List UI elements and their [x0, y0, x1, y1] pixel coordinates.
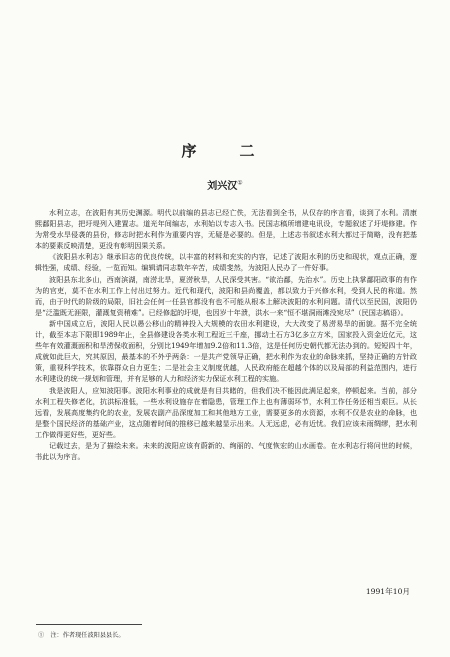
footnote-marker: ①: [237, 179, 243, 187]
paragraph: 我是波阳人，应知波阳事。波阳水利事业的成就是有目共睹的，但我们决不能因此满足起来，停顿起来。当前，部分水利工程失修老化，抗洪标准低，一些水利设施存在着隐患，管理工作上也有薄弱环节，水利工作任务还相当艰巨。从长远看，发展高度集约化的农业，发展农副产品深度加工和其他地方工业，需要更多的水资源，水利不仅是农业的命脉，也是整个国民经济的基础产业，这点随着时间的推移已越来越显示出来。人无远虑，必有近忧。我们应该未雨绸缪，把水利工作做得更好些，更好些。: [35, 385, 417, 439]
page-title: 序 二: [181, 142, 269, 160]
paragraph: 《波阳县水利志》继承旧志的优良传统，以丰富的材料和充实的内容，记述了波阳水利的历史和现状，观点正确，逻辑性强，成绩、经验，一览而知。编辑请同志数年辛苦，成绩斐然，为波阳人民办了一件好事。: [35, 252, 417, 273]
body-text: [35, 207, 417, 462]
footnote-divider: [36, 624, 142, 625]
author-name: 刘兴汉: [207, 181, 238, 192]
author-line: [0, 177, 450, 192]
footnote: ① 注：作者现任波阳县县长。: [38, 632, 125, 639]
date-line: 1991年10月: [365, 587, 410, 596]
paragraph: 水利立志，在波阳有其历史渊源。明代以前编的县志已经亡佚，无法看到全书，从仅存的序言看，谈到了水利。清康熙鄱阳县志，把圩堤列入建置志。道光年间编志，水利始以专志入书。民国志稿所增建电讯设，专题叙述了圩堤修建。作为常受水旱侵袭的县份，修志时把水利作为重要内容，无疑是必要的。但是，上述志书叙述水利大都过于简略，没有把基本的要素反映清楚，更没有彰明因果关系。: [35, 208, 417, 251]
paragraph: 新中国成立后，波阳人民以愚公移山的精神投入大规模的农田水利建设，大大改变了易涝易旱的面貌。据不完全统计，截至本志下限即1989年止，全县修建设各类水利工程近三千座，挪动土石方3亿多立方米，国家投入资金近亿元，这些年有效灌溉面积和旱涝保收面积，分别比1949年增加9.2倍和11.3倍，这是任何历史朝代都无法办到的。短短四十年，成就如此巨大，究其原因，最基本的不外乎两条：一是共产党领导正确，把水利作为农业的命脉来抓，坚持正确的方针政策，重视科学技术，依靠群众自力更生；二是社会主义制度优越，人民政府能在超越个体的以及局部的利益范围内，进行水利建设的统一规划和管理，并有足够的人力和经济实力保证水利工程的实施。: [35, 318, 417, 384]
paragraph: 波阳县东北多山，西南滨湖，南涝北旱，夏涝秋旱，人民深受其害。“欲治鄱，先治水”。历史上执掌鄱阳政事的有作为的官吏，莫不在水利工作上付出过努力。近代和现代，波阳和县尚覆盖，都以致力于兴修水利，受到人民的称道。然而，由于时代的阶级的局限，旧社会任何一任县官都没有也不可能从根本上解决波阳的水利问题。清代以至民国，波阳仍是“泛滥既无涯限，灌溉复资稍难”。已经修起的圩堤，也因岁十年溃，洪水一来“恒不堪洞雨滩没宛尽”（民国志稿语）。: [35, 274, 417, 317]
paragraph: 记载过去，是为了描绘未来。未来的波阳应该有蔚新的、绚丽的、气度恢宏的山水画卷。在水利志行将问世的时候，书此以为序言。: [35, 440, 417, 462]
